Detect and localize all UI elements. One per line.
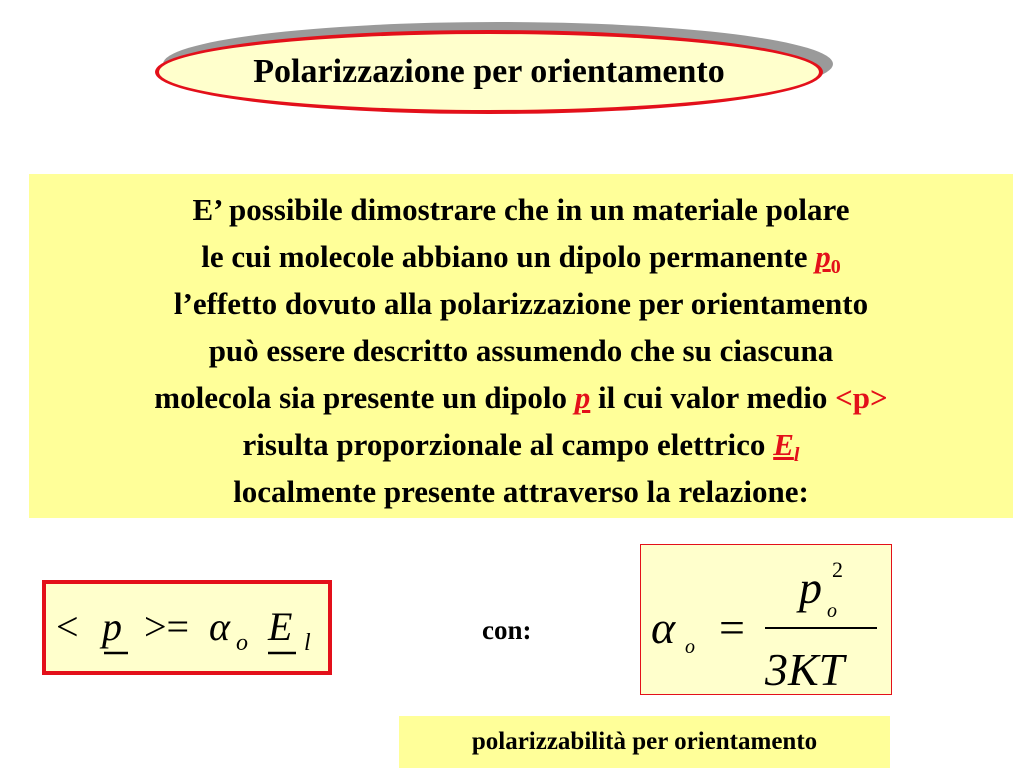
polarizability-formula xyxy=(641,545,891,694)
relation-formula-box xyxy=(42,580,332,675)
formula-r-num-sub: o xyxy=(827,600,837,622)
formula-r-denominator: 3KT xyxy=(765,644,845,694)
body-line-2-text: le cui molecole abbiano un dipolo permanente xyxy=(201,239,816,274)
formula-r-num-sup: 2 xyxy=(832,557,843,582)
mean-dipole-symbol: <p> xyxy=(835,380,888,415)
body-line-5 xyxy=(29,374,1013,421)
permanent-dipole-symbol: p xyxy=(815,239,831,274)
formula-E-sub: l xyxy=(304,630,311,656)
title-ellipse xyxy=(155,30,823,114)
formula-r-alpha: α xyxy=(651,602,676,653)
field-subscript: l xyxy=(793,444,800,466)
formula-p: p xyxy=(102,604,122,649)
body-line-2 xyxy=(29,233,1013,280)
relation-formula xyxy=(46,584,328,671)
body-line-1: E’ possibile dimostrare che in un materiale polare xyxy=(192,192,850,227)
body-line-6 xyxy=(29,421,1013,468)
body-line-4: può essere descritto assumendo che su ciascuna xyxy=(208,333,834,368)
formula-r-num-p: p xyxy=(799,562,822,613)
formula-gt-eq: >= xyxy=(144,604,190,649)
polarizability-formula-box xyxy=(640,544,892,695)
dipole-symbol: p xyxy=(574,380,591,415)
explanation-box xyxy=(29,174,1013,518)
formula-E: E xyxy=(268,604,293,649)
body-line-6-text: risulta proporzionale al campo elettrico xyxy=(242,427,774,462)
formula-alpha-sub: o xyxy=(236,630,248,656)
permanent-dipole-subscript: 0 xyxy=(830,256,841,278)
con-label: con: xyxy=(482,615,532,645)
field-symbol: E xyxy=(773,427,794,462)
caption-text: polarizzabilità per orientamento xyxy=(471,728,818,755)
body-line-3: l’effetto dovuto alla polarizzazione per orientamento xyxy=(173,286,869,321)
formula-lt: < xyxy=(56,604,79,649)
formula-r-alpha-sub: o xyxy=(685,636,695,658)
explanation-text xyxy=(29,186,1013,515)
formula-alpha: α xyxy=(209,604,230,649)
body-line-5-text: molecola sia presente un dipolo xyxy=(154,380,575,415)
body-line-5-mid: il cui valor medio xyxy=(590,380,836,415)
slide-title: Polarizzazione per orientamento xyxy=(253,53,725,90)
title-banner xyxy=(155,22,835,122)
formula-r-eq: = xyxy=(719,602,745,653)
body-line-7: localmente presente attraverso la relazione: xyxy=(233,474,809,509)
caption-box xyxy=(399,716,890,768)
